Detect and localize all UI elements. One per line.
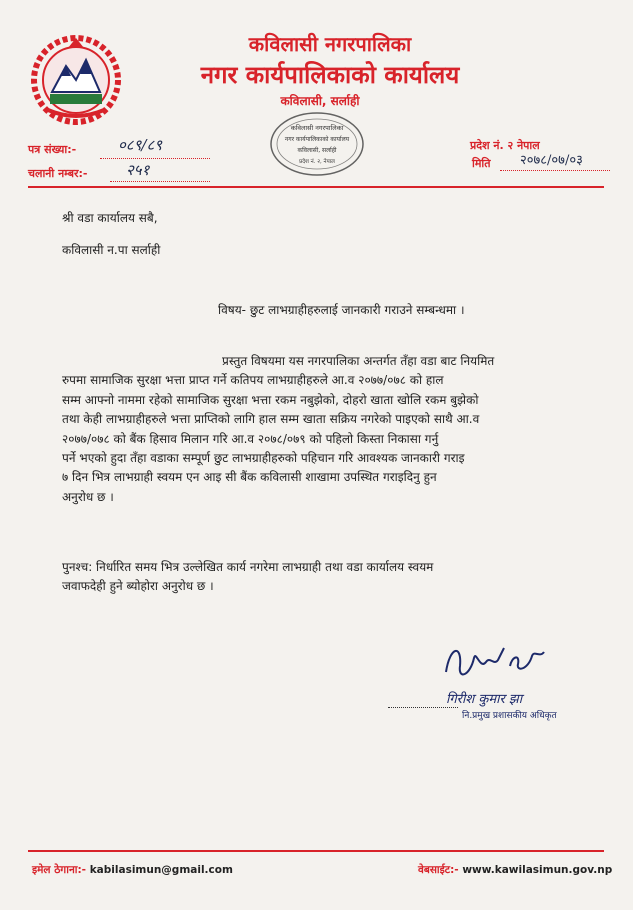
body-line: पर्ने भएको हुदा तँहा वडाका सम्पूर्ण छुट लाभग्राहीहरुको पहिचान गरि आवश्यक जानकारी गराइ	[62, 451, 465, 466]
office-name-line2: नगर कार्यपालिकाको कार्यालय	[200, 61, 460, 89]
website-value[interactable]: www.kawilasimun.gov.np	[462, 864, 613, 876]
stamp-line-1: कविलासी नगरपालिका	[290, 124, 344, 132]
nepal-emblem-icon	[28, 30, 124, 126]
stamp-line-2: नगर कार्यपालिकाको कार्यालय	[284, 136, 350, 143]
footer-divider	[28, 850, 604, 852]
postscript-line: पुनश्च: निर्धारित समय भित्र उल्लेखित कार्य नगरेमा लाभग्राही तथा वडा कार्यालय स्वयम	[62, 560, 434, 574]
recipient-line2: कविलासी न.पा सर्लाही	[62, 243, 161, 257]
signatory-name: गिरीश कुमार झा	[446, 692, 523, 707]
office-stamp	[268, 110, 366, 178]
miti-value: २०७८/०७/०३	[520, 153, 583, 168]
chalani-number-label: चलानी नम्बर:-	[28, 167, 88, 180]
email-label: इमेल ठेगाना:-	[32, 864, 87, 876]
body-line: सम्म आफ्नो नाममा रहेको सामाजिक सुरक्षा भत्ता रकम नबुझेको, दोहरो खाता खोलि रकम बुझेको	[62, 392, 479, 407]
subject-line: विषय- छुट लाभग्राहीहरुलाई जानकारी गराउने सम्बन्धमा ।	[218, 303, 465, 317]
dotted-line	[110, 181, 210, 182]
dotted-line	[500, 170, 610, 171]
stamp-line-3: कविलासी, सर्लाही	[297, 147, 337, 154]
signatory-title: नि.प्रमुख प्रशासकीय अधिकृत	[462, 711, 557, 721]
header-divider	[28, 186, 604, 188]
body-line: अनुरोध छ ।	[62, 489, 114, 504]
body-line: तथा केही लाभग्राहीहरुले भत्ता प्राप्तिको लागि हाल सम्म खाता सक्रिय नगरेको पाइएको साथै आ.व	[62, 412, 480, 427]
body-line: ७ दिन भित्र लाभग्राही स्वयम एन आइ सी बैंक कविलासी शाखामा उपस्थित गराइदिनु हुन	[62, 470, 437, 485]
website-label: वेबसाईट:-	[418, 864, 459, 876]
signature-dotted-line	[388, 707, 458, 708]
dotted-line	[100, 158, 210, 159]
email-value[interactable]: kabilasimun@gmail.com	[89, 864, 233, 876]
body-paragraph	[62, 352, 582, 507]
postscript-line: जवाफदेही हुने ब्योहोरा अनुरोध छ ।	[62, 579, 214, 594]
patra-sankhya-value: ०८९/८९	[118, 136, 163, 154]
recipient-line1: श्री वडा कार्यालय सबै,	[62, 211, 158, 225]
body-line: प्रस्तुत विषयमा यस नगरपालिका अन्तर्गत तँहा वडा बाट नियमित	[222, 354, 495, 368]
office-address: कविलासी, सर्लाही	[280, 94, 360, 108]
footer-email	[32, 863, 233, 877]
stamp-line-4: प्रदेश नं. २, नेपाल	[299, 159, 335, 165]
pradesh-label: प्रदेश नं. २ नेपाल	[470, 139, 540, 152]
postscript-paragraph	[62, 558, 582, 597]
chalani-number-value: २५१	[126, 161, 150, 179]
handwritten-signature	[440, 636, 550, 686]
footer-website	[418, 863, 612, 877]
patra-sankhya-label: पत्र संख्या:-	[28, 143, 77, 156]
body-line: रुपमा सामाजिक सुरक्षा भत्ता प्राप्त गर्ने कतिपय लाभग्राहीहरुले आ.व २०७७/०७८ को हाल	[62, 373, 444, 388]
miti-label: मिति	[472, 157, 491, 170]
body-line: २०७७/०७८ को बैंक हिसाव मिलान गरि आ.व २०७८/०७९ को पहिलो किस्ता निकासा गर्नु	[62, 431, 439, 446]
office-name-line1: कविलासी नगरपालिका	[248, 32, 412, 56]
